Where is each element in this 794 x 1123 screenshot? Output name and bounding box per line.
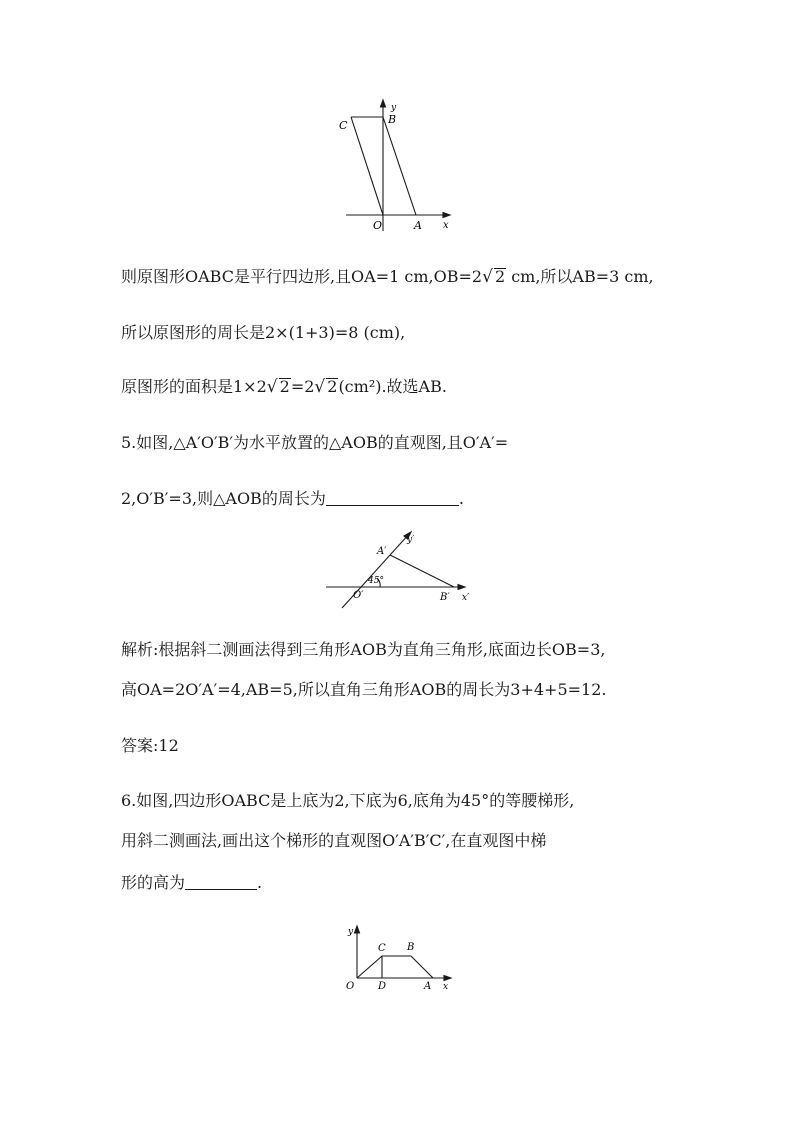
sqrt-2: 2 [327, 377, 338, 396]
label-x: x [443, 982, 449, 992]
label-b: B [407, 942, 415, 953]
question-5-line-2: 2,O′B′=3,则△AOB的周长为 . [121, 489, 464, 508]
answer-blank[interactable] [185, 873, 257, 890]
figure-triangle [322, 528, 482, 613]
label-x-prime: x′ [462, 593, 470, 603]
sqrt-2: 2 [279, 377, 290, 396]
sqrt-2: 2 [494, 267, 506, 286]
label-b-prime: B′ [440, 592, 450, 603]
label-y: y [348, 927, 354, 937]
label-x: x [443, 220, 449, 231]
question-6-line-3: 形的高为 . [121, 873, 263, 892]
label-a: A [424, 981, 432, 992]
label-a: A [414, 219, 422, 232]
label-y: y [391, 103, 397, 113]
label-o: O [373, 219, 383, 232]
label-a-prime: A′ [377, 546, 387, 557]
label-y-prime: y′ [407, 535, 415, 545]
solution-line-3: 原图形的面积是1×2√ 2=2√ 2(cm²).故选AB. [121, 377, 447, 397]
question-5-answer: 答案:12 [121, 736, 179, 755]
question-6-line-1: 6.如图,四边形OABC是上底为2,下底为6,底角为45°的等腰梯形, [121, 791, 575, 810]
question-5-solution-2: 高OA=2O′A′=4,AB=5,所以直角三角形AOB的周长为3+4+5=12. [121, 680, 607, 699]
label-c: C [378, 943, 386, 954]
label-b: B [388, 113, 397, 126]
edge-co [351, 117, 383, 215]
label-o-prime: O′ [353, 590, 364, 601]
solution-line-2: 所以原图形的周长是2×(1+3)=8 (cm), [121, 323, 406, 342]
label-angle: 45° [368, 576, 384, 586]
question-5-solution-1: 解析:根据斜二测画法得到三角形AOB为直角三角形,底面边长OB=3, [121, 640, 606, 659]
trapezoid-outline [357, 956, 433, 978]
label-d: D [378, 981, 387, 992]
question-6-line-2: 用斜二测画法,画出这个梯形的直观图O′A′B′C′,在直观图中梯 [121, 831, 547, 850]
label-o: O [346, 981, 355, 992]
edge-ba [383, 117, 416, 215]
edge-ab [390, 555, 454, 587]
answer-blank[interactable] [326, 489, 459, 506]
label-c: C [339, 119, 348, 132]
figure-parallelogram [330, 96, 470, 241]
figure-trapezoid [340, 922, 460, 994]
question-5-line-1: 5.如图,△A′O′B′为水平放置的△AOB的直观图,且O′A′= [121, 433, 509, 452]
solution-line-1: 则原图形OABC是平行四边形,且OA=1 cm,OB=2√ 2 cm,所以AB=3 cm, [121, 267, 654, 287]
